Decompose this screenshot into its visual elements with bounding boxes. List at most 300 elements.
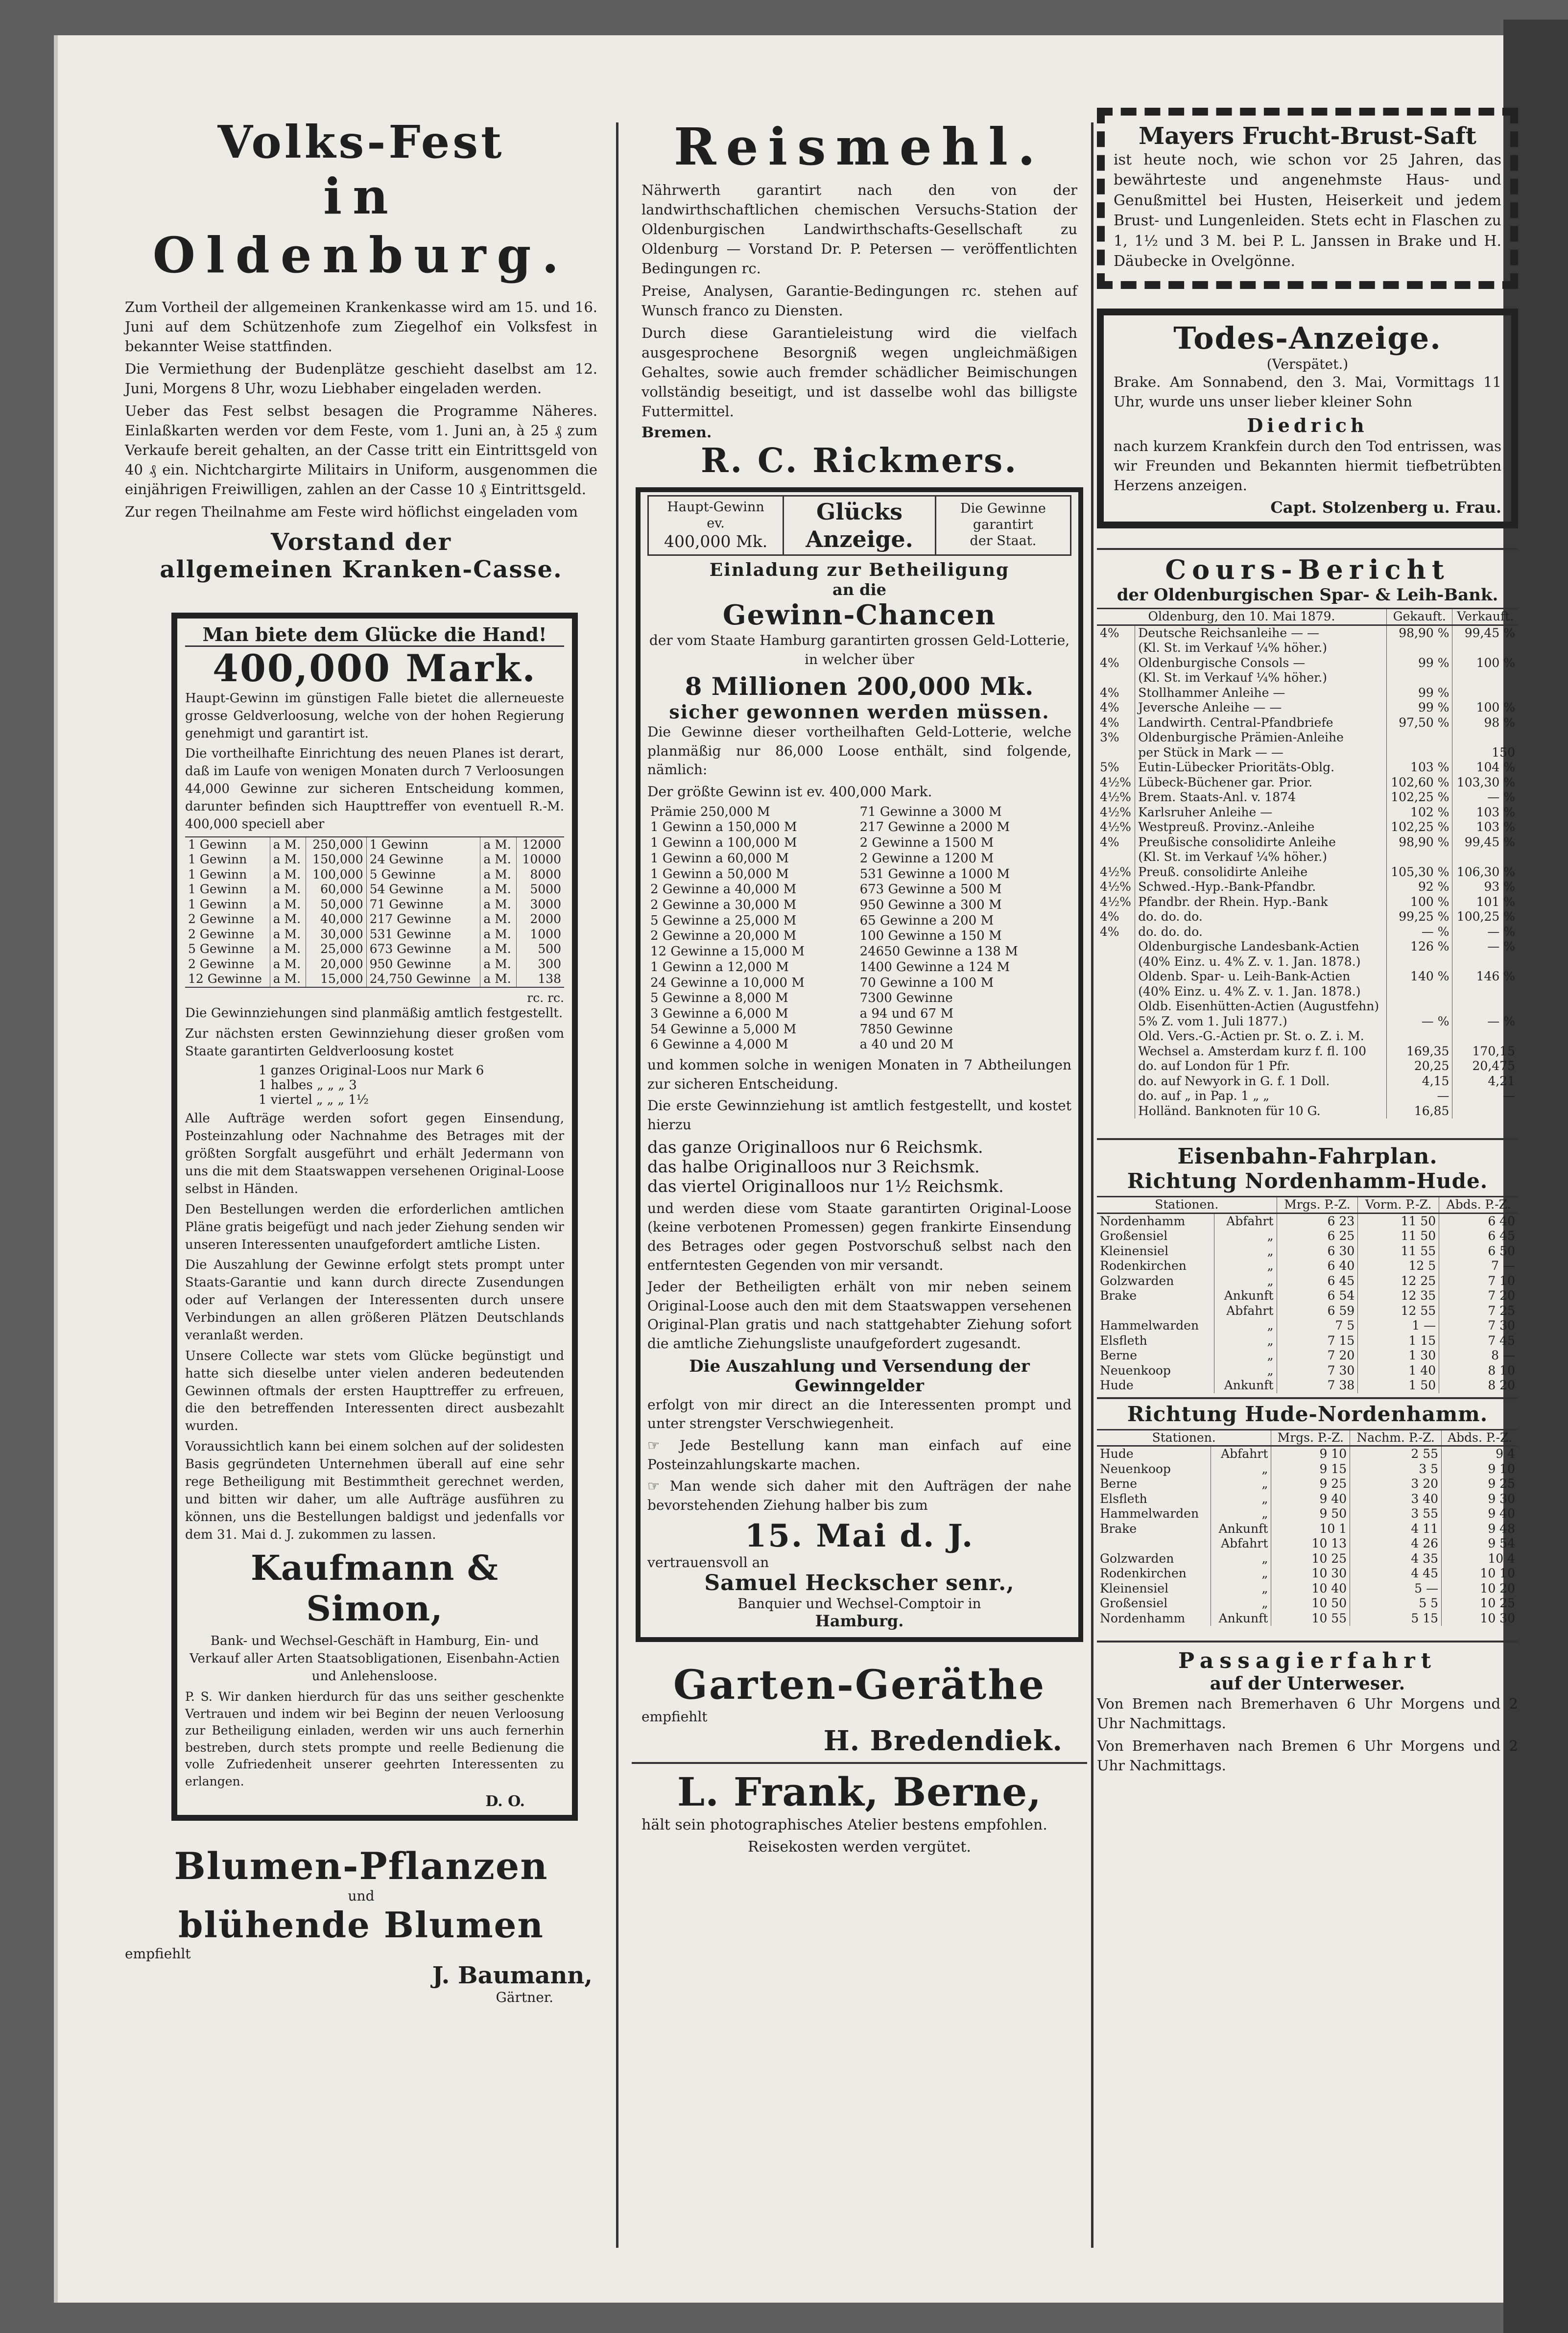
cours-row-cell: 3% — [1097, 730, 1135, 745]
lottery-prize-row-cell: 20,000 — [306, 957, 366, 972]
cours-row-cell: 4½% — [1097, 805, 1135, 820]
bahn-row-cell: 10 40 — [1271, 1581, 1350, 1596]
cours-row-cell — [1386, 984, 1452, 1000]
bahn-row-cell: 9 4 — [1496, 1447, 1515, 1461]
glueck-prize-row-cell: 7300 Gewinne — [859, 991, 953, 1006]
glueck-prize-row-cell: 531 Gewinne a 1000 M — [859, 866, 1010, 881]
bahn-header-col: Nachm. P.-Z. — [1350, 1429, 1442, 1446]
bahn-row-cell: 8 — — [1491, 1348, 1515, 1363]
glueck-prize-row — [647, 944, 1071, 960]
reismehl-place: Bremen. — [641, 424, 712, 441]
bahn-header-col: Mrgs. P.-Z. — [1271, 1429, 1350, 1446]
lottery-prize-row — [185, 912, 564, 927]
glueck-price-line: das ganze Originalloos nur 6 Reichsmk. — [647, 1137, 983, 1157]
glueck-prize-row — [647, 851, 1071, 867]
bahn-row-cell: 10 4 — [1488, 1551, 1515, 1566]
bahn-row-cell: „ — [1214, 1244, 1277, 1259]
cours-row-cell — [1452, 730, 1518, 745]
glueck-payout-heading: Die Auszahlung und Versendung der Gewinngelder — [689, 1356, 1030, 1396]
mayer-title: Mayers Frucht-Brust-Saft — [1139, 122, 1476, 150]
cours-row-cell — [1097, 1044, 1135, 1059]
cours-row-cell: 100 % — [1476, 655, 1515, 670]
bahn-row-cell: 10 13 — [1271, 1536, 1350, 1551]
frank-paragraph: hält sein photographisches Atelier bestens empfohlen. — [641, 1816, 1047, 1834]
glueck-price-line: das halbe Originalloos nur 3 Reichsmk. — [647, 1157, 980, 1177]
glueck-prize-row-cell: a 40 und 20 M — [859, 1037, 954, 1052]
cours-row — [1097, 656, 1518, 671]
bahn-row — [1097, 1229, 1518, 1244]
glueck-header-table — [647, 495, 1071, 556]
lottery-prize-row-cell: 15,000 — [306, 972, 366, 987]
bahn-row-cell: 9 54 — [1488, 1536, 1515, 1551]
lottery-prize-row-cell: 60,000 — [306, 882, 366, 897]
bahn-row-cell: 3 55 — [1350, 1506, 1442, 1522]
cours-row-cell — [1097, 745, 1135, 761]
cours-row-cell: 99 % — [1386, 686, 1452, 701]
bahn-row — [1097, 1506, 1518, 1522]
cours-row-cell — [1097, 641, 1135, 656]
bahn-row — [1097, 1363, 1518, 1379]
cours-row-cell: Wechsel a. Amsterdam kurz f. fl. 100 — [1135, 1044, 1387, 1059]
todes-paragraph: nach kurzem Krankfein durch den Tod entrissen, was wir Freunden und Bekannten hiermit tiefbetrübten Herzens anzeigen. — [1114, 438, 1501, 494]
glueck-prize-row — [647, 1022, 1071, 1038]
bahn-row-cell: „ — [1214, 1274, 1277, 1289]
cours-row-cell: 4% — [1097, 656, 1135, 671]
cours-row-cell: Eutin-Lübecker Prioritäts-Oblg. — [1135, 760, 1387, 775]
cours-row-cell — [1097, 954, 1135, 970]
lottery-prize-row-cell: a M. — [270, 957, 306, 972]
glueck-prize-row — [647, 1006, 1071, 1022]
lottery-prize-row — [185, 852, 564, 867]
glueck-right-line: Die Gewinne — [960, 501, 1046, 517]
cours-row-cell: 4½% — [1097, 775, 1135, 790]
glueck-paragraph: der vom Staate Hamburg garantirten grossen Geld-Lotterie, in welcher über — [649, 632, 1070, 667]
bahn-row-cell: 10 55 — [1271, 1611, 1350, 1626]
bahn-row — [1097, 1611, 1518, 1626]
bahn-row-cell: Berne — [1097, 1476, 1211, 1492]
bahn-row — [1097, 1378, 1518, 1393]
bahn-row — [1097, 1274, 1518, 1289]
todes-name: Diedrich — [1247, 414, 1368, 437]
glueck-prize-row-cell: 2 Gewinne a 30,000 M — [650, 897, 797, 912]
bahn-row-cell: 8 10 — [1488, 1363, 1515, 1378]
lottery-prize-row — [185, 927, 564, 942]
bahn-row-cell: Neuenkoop — [1097, 1462, 1211, 1477]
cours-row-cell: Holländ. Banknoten für 10 G. — [1135, 1104, 1387, 1119]
bahn-row-cell: Brake — [1097, 1288, 1214, 1304]
cours-row — [1097, 909, 1518, 925]
cours-row-cell — [1097, 850, 1135, 865]
cours-row-cell: Schwed.-Hyp.-Bank-Pfandbr. — [1135, 880, 1387, 895]
pass-paragraph: Von Bremen nach Bremerhaven 6 Uhr Morgens und 2 Uhr Nachmittags. — [1097, 1695, 1518, 1732]
bahn-row-cell: 6 40 — [1277, 1259, 1358, 1274]
cours-row — [1097, 925, 1518, 940]
cours-row-cell — [1452, 954, 1518, 970]
bahn-row-cell: 9 48 — [1488, 1521, 1515, 1536]
cours-row — [1097, 641, 1518, 656]
volksfest-ad — [120, 88, 602, 583]
bahn-row — [1097, 1566, 1518, 1581]
lottery-etc: rc. rc. — [527, 990, 564, 1005]
lottery-prize-row-cell: 1 Gewinn — [185, 867, 270, 882]
cours-row-cell: 4½% — [1097, 790, 1135, 805]
glueck-prize-row — [647, 867, 1071, 882]
bahn-row-cell: Hammelwarden — [1097, 1506, 1211, 1522]
bahn-row — [1097, 1333, 1518, 1349]
lottery-prize-row-cell: 2 Gewinne — [185, 957, 270, 972]
glueck-prize-row-cell: 24 Gewinne a 10,000 M — [650, 975, 805, 990]
bahn-row-cell: 7 10 — [1488, 1273, 1515, 1288]
bahn-row-cell: Ankunft — [1211, 1611, 1271, 1626]
cours-row — [1097, 686, 1518, 701]
cours-row-cell: 150 — [1492, 745, 1515, 760]
cours-row-cell: — % — [1487, 924, 1515, 939]
lottery-prize-row-cell: a M. — [480, 957, 517, 972]
glueck-prize-row-cell: 7850 Gewinne — [859, 1022, 953, 1037]
cours-row — [1097, 775, 1518, 790]
cours-row-cell: 4% — [1097, 625, 1135, 641]
bahn-row-cell: 1 15 — [1358, 1333, 1439, 1349]
cours-row — [1097, 820, 1518, 835]
glueck-deadline: 15. Mai d. J. — [744, 1518, 974, 1555]
lottery-prize-row — [185, 972, 564, 987]
bahn-row-cell: 9 40 — [1488, 1506, 1515, 1521]
bahn-row — [1097, 1304, 1518, 1319]
lottery-prize-row — [185, 897, 564, 912]
cours-row-cell: Westpreuß. Provinz.-Anleihe — [1135, 820, 1387, 835]
cours-row — [1097, 880, 1518, 895]
glueck-prize-row-cell: Prämie 250,000 M — [650, 804, 770, 819]
cours-row-cell: per Stück in Mark — — — [1135, 745, 1387, 761]
glueck-right-line: garantirt — [973, 517, 1033, 533]
bahn-row-cell: 4 35 — [1350, 1551, 1442, 1567]
bahn-row-cell: 11 50 — [1358, 1229, 1439, 1244]
lottery-prize-row-cell: a M. — [270, 897, 306, 912]
pass-paragraph: Von Bremerhaven nach Bremen 6 Uhr Morgens und 2 Uhr Nachmittags. — [1097, 1738, 1518, 1774]
bahn-row-cell: 3 5 — [1350, 1462, 1442, 1477]
cours-row — [1097, 850, 1518, 865]
cours-row-cell: 4,15 — [1386, 1074, 1452, 1089]
cours-row-cell: 5% — [1097, 760, 1135, 775]
glueck-prize-row — [647, 928, 1071, 944]
bahn-row-cell: 1 — — [1358, 1318, 1439, 1333]
bahn-row-cell: Hammelwarden — [1097, 1318, 1214, 1333]
lottery-prize-row-cell: a M. — [270, 852, 306, 867]
bahn-row-cell: 3 40 — [1350, 1492, 1442, 1507]
lottery-prize-row-cell: 1 Gewinn — [185, 852, 270, 867]
glueck-prize-row-cell: 1 Gewinn a 60,000 M — [650, 851, 789, 866]
cours-row-cell: 4% — [1097, 835, 1135, 850]
lottery-firm-sub: Bank- und Wechsel-Geschäft in Hamburg, Ein- und Verkauf aller Arten Staatsobligationen, Eisenbahn-Actien und Anlehensloose. — [190, 1634, 560, 1684]
bahn-row-cell: Abfahrt — [1211, 1446, 1271, 1462]
glueck-prize-row-cell: 1400 Gewinne a 124 M — [859, 959, 1010, 975]
bahn-row — [1097, 1259, 1518, 1274]
bahn-row-cell: 6 25 — [1277, 1229, 1358, 1244]
cours-row-cell: 102,25 % — [1386, 790, 1452, 805]
cours-row-cell: 105,30 % — [1386, 865, 1452, 880]
bahn-row — [1097, 1213, 1518, 1229]
cours-row-cell: 4% — [1097, 715, 1135, 731]
lottery-prize-row-cell: 500 — [538, 942, 561, 956]
lottery-prize-row-cell: 2000 — [530, 912, 561, 927]
garten-empfiehlt: empfiehlt — [641, 1709, 708, 1725]
cours-row-cell — [1097, 1014, 1135, 1029]
bahn-row-cell: 12 35 — [1358, 1288, 1439, 1304]
glueck-prize-row — [647, 835, 1071, 851]
reismehl-signature: R. C. Rickmers. — [701, 441, 1018, 480]
bahn-row-cell: „ — [1214, 1318, 1277, 1333]
cours-row — [1097, 984, 1518, 1000]
glueck-right-line: der Staat. — [970, 533, 1037, 549]
bahn-row-cell: 9 10 — [1488, 1461, 1515, 1476]
cours-row-cell: 103 % — [1476, 805, 1515, 819]
lottery-prize-row-cell: 24 Gewinne — [366, 852, 480, 867]
volksfest-paragraph: Ueber das Fest selbst besagen die Programme Näheres. Einlaßkarten werden vor dem Feste, vom 1. Juni an, à 25 ₰ zum Verkaufe bereit gehalten, an der Casse tritt ein Eintrittsgeld von 40 ₰ ein. Nichtchargirte Militairs in Uniform, ausgenommen die einjährigen Freiwilligen, zahlen an der Casse 10 ₰ Eintrittsgeld. — [125, 403, 597, 498]
lottery-prize-row-cell: a M. — [270, 972, 306, 987]
bahn-row — [1097, 1318, 1518, 1333]
volksfest-paragraph: Zum Vortheil der allgemeinen Krankenkasse wird am 15. und 16. Juni auf dem Schützenhofe zum Ziegelhof ein Volksfest in bekannter Weise stattfinden. — [125, 299, 597, 355]
cours-row-cell: do. do. do. — [1135, 925, 1387, 940]
lottery-prize-row-cell: a M. — [270, 912, 306, 927]
glueck-paragraph: Die erste Gewinnziehung ist amtlich festgestellt, und kostet hierzu — [647, 1097, 1071, 1133]
cours-row-cell — [1097, 984, 1135, 1000]
pass-subtitle: auf der Unterweser. — [1210, 1673, 1405, 1694]
lottery-prize-row-cell: 25,000 — [306, 942, 366, 957]
bahn-row-cell: 9 10 — [1271, 1446, 1350, 1462]
lottery-prize-row-cell: 40,000 — [306, 912, 366, 927]
cours-row-cell: — % — [1487, 790, 1515, 805]
cours-row-cell: Stollhammer Anleihe — — [1135, 686, 1387, 701]
lottery-prize-row — [185, 957, 564, 972]
bahn-row-cell: 9 40 — [1271, 1492, 1350, 1507]
cours-row-cell — [1097, 1089, 1135, 1104]
lottery-prize-row-cell: 54 Gewinne — [366, 882, 480, 897]
bahn-table-2 — [1097, 1429, 1518, 1626]
glueck-prize-row-cell: 673 Gewinne a 500 M — [859, 882, 1002, 897]
lottery-prize-row — [185, 867, 564, 882]
cours-row-cell: 170,15 — [1472, 1044, 1515, 1058]
bahn-row-cell: Neuenkoop — [1097, 1363, 1214, 1379]
lottery-prize-row-cell: a M. — [480, 867, 517, 882]
cours-row — [1097, 1029, 1518, 1044]
cours-row-cell — [1452, 850, 1518, 865]
cours-row-cell — [1386, 670, 1452, 686]
bahn-header-col: Vorm. P.-Z. — [1358, 1197, 1439, 1214]
cours-row-cell: — — [1503, 1089, 1515, 1103]
cours-row-cell: Lübeck-Büchener gar. Prior. — [1135, 775, 1387, 790]
glueck-prize-row — [647, 913, 1071, 929]
cours-row — [1097, 835, 1518, 850]
lottery-prize-row-cell: a M. — [480, 972, 517, 987]
glueck-paragraph: Die Gewinne dieser vortheilhaften Geld-Lotterie, welche planmäßig nur 86,000 Loose enthält, sind folgende, nämlich: — [647, 724, 1071, 778]
cours-row — [1097, 670, 1518, 686]
lottery-prize-row-cell: 150,000 — [306, 852, 366, 867]
cours-row-cell — [1097, 670, 1135, 686]
cours-row-cell: Oldb. Eisenhütten-Actien (Augustfehn) — [1135, 999, 1387, 1014]
glueck-paragraph: ☞ Jede Bestellung kann man einfach auf eine Posteinzahlungskarte machen. — [647, 1437, 1071, 1473]
volksfest-signature: Vorstand der — [271, 528, 451, 556]
lottery-ad-kaufmann — [171, 613, 578, 1821]
lottery-prize-row-cell: 250,000 — [306, 837, 366, 853]
bahn-row-cell: 7 25 — [1488, 1303, 1515, 1318]
bahn-row — [1097, 1476, 1518, 1492]
cours-row-cell — [1097, 1029, 1135, 1044]
bahn-row-cell: Kleinensiel — [1097, 1581, 1211, 1596]
glueck-signature: Samuel Heckscher senr., — [704, 1571, 1015, 1596]
cours-row-cell: do. do. do. — [1135, 909, 1387, 925]
lottery-prize-row-cell: 5 Gewinne — [185, 942, 270, 957]
pass-title: Passagierfahrt — [1178, 1648, 1437, 1674]
bahn-row-cell: 7 — — [1491, 1259, 1515, 1273]
frank-paragraph: Reisekosten werden vergütet. — [748, 1838, 971, 1856]
cours-row-cell — [1452, 1104, 1518, 1119]
glueck-prize-row-cell: 1 Gewinn a 12,000 M — [650, 959, 789, 975]
bahn-row-cell: Großensiel — [1097, 1229, 1214, 1244]
blumen-title-line1: Blumen-Pflanzen — [174, 1844, 548, 1888]
bahn-header-stations: Stationen. — [1097, 1429, 1271, 1446]
cours-row-cell: do. auf Newyork in G. f. 1 Doll. — [1135, 1074, 1387, 1089]
lottery-prize-row-cell: a M. — [480, 882, 517, 897]
glueck-prize-row-cell: 950 Gewinne a 300 M — [859, 897, 1002, 912]
cours-header-sell: Verkauft. — [1452, 609, 1518, 625]
column-left — [120, 88, 602, 2005]
cours-row-cell: — % — [1487, 939, 1515, 954]
cours-row-cell — [1452, 1029, 1518, 1044]
glueck-signature-city: Hamburg. — [815, 1612, 904, 1631]
cours-row-cell: Preußische consolidirte Anleihe — [1135, 835, 1387, 850]
cours-row-cell: 99,25 % — [1386, 909, 1452, 925]
lottery-prize-row-cell: 950 Gewinne — [366, 957, 480, 972]
bahn-row-cell: „ — [1214, 1259, 1277, 1274]
bahn-row-cell: Kleinensiel — [1097, 1244, 1214, 1259]
cours-row-cell: 102,25 % — [1386, 820, 1452, 835]
cours-row-cell: 97,50 % — [1386, 715, 1452, 731]
cours-row-cell: 99,45 % — [1464, 625, 1515, 640]
glueck-prize-row-cell: 6 Gewinne a 4,000 M — [650, 1037, 788, 1052]
lottery-prize-row-cell: 100,000 — [306, 867, 366, 882]
lottery-paragraph: Unsere Collecte war stets vom Glücke begünstigt und hatte sich dieselbe unter vielen anderen bedeutenden Gewinnen oftmals der ersten Haupttreffer zu erfreuen, die den betreffenden Interessenten direct ausbezahlt wurden. — [185, 1348, 564, 1434]
glueck-prize-row-cell: 24650 Gewinne a 138 M — [859, 944, 1018, 959]
cours-row-cell: 98,90 % — [1386, 625, 1452, 641]
glueck-signature-sub: Banquier und Wechsel-Comptoir in — [737, 1595, 981, 1612]
cours-row-cell: Jeversche Anleihe — — — [1135, 700, 1387, 715]
cours-row — [1097, 730, 1518, 745]
cours-row — [1097, 805, 1518, 820]
bahn-row-cell: „ — [1214, 1333, 1277, 1349]
cours-row-cell — [1386, 745, 1452, 761]
reismehl-paragraph: Preise, Analysen, Garantie-Bedingungen rc. stehen auf Wunsch franco zu Diensten. — [641, 282, 1077, 319]
bahn-row-cell: 7 20 — [1488, 1288, 1515, 1303]
lottery-prize-row-cell: 531 Gewinne — [366, 927, 480, 942]
cours-row-cell: 99 % — [1386, 656, 1452, 671]
volksfest-paragraph: Die Vermiethung der Budenplätze geschieht daselbst am 12. Juni, Morgens 8 Uhr, wozu Liebhaber eingeladen werden. — [125, 360, 597, 397]
bahn-row-cell: 1 50 — [1358, 1378, 1439, 1393]
lottery-prize-row-cell: 138 — [538, 972, 561, 986]
cours-row-cell — [1452, 670, 1518, 686]
glueck-prize-row-cell: 1 Gewinn a 150,000 M — [650, 820, 797, 835]
bahn-row-cell: 9 50 — [1271, 1506, 1350, 1522]
lottery-prize-row-cell: 217 Gewinne — [366, 912, 480, 927]
lottery-prize-row-cell: a M. — [480, 927, 517, 942]
cours-row-cell: 103 % — [1386, 760, 1452, 775]
glueck-millions: 8 Millionen 200,000 Mk. — [685, 672, 1034, 701]
bahn-row-cell: 5 5 — [1350, 1596, 1442, 1611]
lottery-prize-row-cell: 673 Gewinne — [366, 942, 480, 957]
cours-row-cell: 99 % — [1386, 700, 1452, 715]
bahn-row-cell: 10 30 — [1271, 1566, 1350, 1581]
cours-row-cell: (Kl. St. im Verkauf ¼% höher.) — [1135, 641, 1387, 656]
bahn-row — [1097, 1446, 1518, 1462]
glueck-paragraph: vertrauensvoll an — [647, 1554, 769, 1571]
bahn-direction-2: Richtung Hude-Nordenhamm. — [1097, 1397, 1518, 1426]
bahn-header-col: Mrgs. P.-Z. — [1277, 1197, 1358, 1214]
cours-row — [1097, 625, 1518, 641]
bahn-row-cell: 3 20 — [1350, 1476, 1442, 1492]
cours-row-cell: — % — [1487, 1014, 1515, 1028]
cours-row-cell: 4% — [1097, 686, 1135, 701]
cours-row-cell: do. auf London für 1 Pfr. — [1135, 1059, 1387, 1074]
cours-row-cell: 20,25 — [1386, 1059, 1452, 1074]
bahn-row-cell: 7 38 — [1277, 1378, 1358, 1393]
glueck-sure: sicher gewonnen werden müssen. — [669, 701, 1050, 723]
mayer-paragraph: ist heute noch, wie schon vor 25 Jahren, das bewährteste und angenehmste Haus- und Genußmittel bei Husten, Heiserkeit und jedem Brust- und Lungenleiden. Stets echt in Flaschen zu 1, 1½ und 3 M. bei P. L. Janssen in Brake und H. Däubecke in Ovelgönne. — [1114, 151, 1501, 270]
cours-row-cell: 103 % — [1476, 820, 1515, 834]
cours-row-cell: 4% — [1097, 700, 1135, 715]
todes-anzeige — [1097, 309, 1518, 528]
blumen-signature: J. Baumann, — [432, 1962, 593, 1989]
lottery-prize-row-cell: 3000 — [530, 897, 561, 911]
bahn-row-cell: 6 45 — [1277, 1274, 1358, 1289]
bahn-row-cell: Golzwarden — [1097, 1551, 1211, 1567]
glueck-prize-row-cell: 2 Gewinne a 40,000 M — [650, 882, 797, 897]
lottery-prize-row-cell: 1 Gewinn — [366, 837, 480, 853]
cours-row — [1097, 1089, 1518, 1104]
cours-row-cell: 102,60 % — [1386, 775, 1452, 790]
bahn-row — [1097, 1581, 1518, 1596]
cours-row-cell: 102 % — [1386, 805, 1452, 820]
cours-row-cell: 4½% — [1097, 880, 1135, 895]
cours-row-cell — [1097, 1104, 1135, 1119]
lottery-prize-row-cell: a M. — [480, 852, 517, 867]
cours-header-date: Oldenburg, den 10. Mai 1879. — [1097, 609, 1386, 625]
cours-row-cell: 93 % — [1484, 880, 1515, 894]
lottery-postscript: P. S. Wir danken hierdurch für das uns seither geschenkte Vertrauen und indem wir bei Beginn der neuen Verloosung zur Betheiligung einladen, werden wir uns auch fernerhin bestreben, durch stets prompte und reelle Bedienung die volle Zufriedenheit unserer geehrten Interessenten zu erlangen. — [185, 1690, 564, 1788]
lottery-prize-row — [185, 942, 564, 957]
cours-row-cell: Oldenburgische Prämien-Anleihe — [1135, 730, 1387, 745]
glueck-prize-table — [647, 805, 1071, 1053]
glueck-prize-row-cell: 54 Gewinne a 5,000 M — [650, 1022, 797, 1037]
cours-bericht — [1097, 548, 1518, 1119]
bahn-row-cell: 6 59 — [1277, 1304, 1358, 1319]
garten-signature: H. Bredendiek. — [823, 1725, 1063, 1758]
bahn-row-cell: 6 23 — [1277, 1213, 1358, 1229]
bahn-row-cell: 9 25 — [1488, 1476, 1515, 1491]
bahn-row-cell: 6 30 — [1277, 1244, 1358, 1259]
bahn-row-cell: Ankunft — [1214, 1378, 1277, 1393]
cours-row — [1097, 969, 1518, 984]
glueck-prize-row — [647, 820, 1071, 835]
cours-row-cell: 5% Z. vom 1. Juli 1877.) — [1135, 1014, 1387, 1029]
bahn-row-cell: 4 11 — [1350, 1522, 1442, 1537]
bahn-row-cell: „ — [1214, 1363, 1277, 1379]
bahn-row-cell: 12 25 — [1358, 1274, 1439, 1289]
bahn-row-cell: 7 20 — [1277, 1348, 1358, 1363]
cours-row — [1097, 895, 1518, 910]
bahn-header-stations: Stationen. — [1097, 1197, 1277, 1214]
volksfest-signature: allgemeinen Kranken-Casse. — [160, 556, 563, 584]
cours-row-cell: 98 % — [1484, 715, 1515, 730]
glueck-prize-row-cell: 65 Gewinne a 200 M — [859, 913, 994, 928]
